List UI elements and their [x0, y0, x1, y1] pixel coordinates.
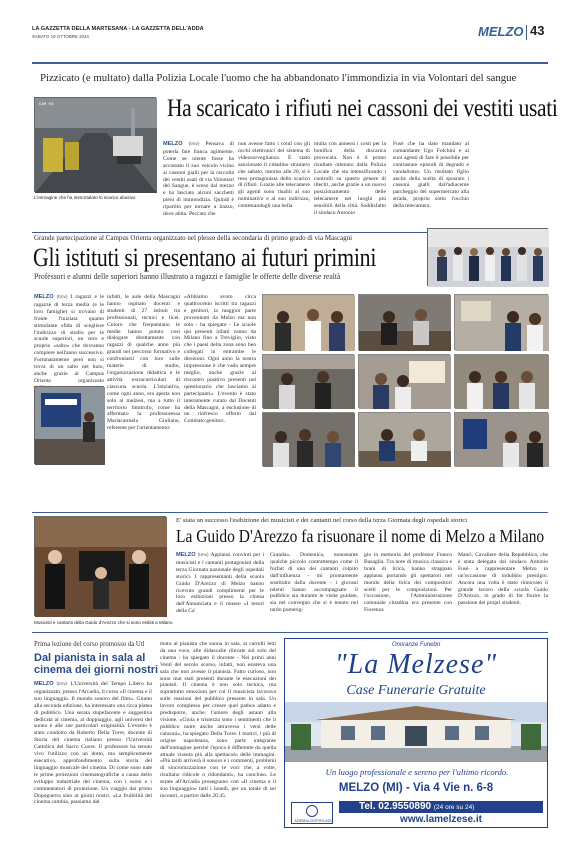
ad-website: www.lamelzese.it: [400, 814, 482, 825]
page-number: 43: [530, 23, 545, 38]
article2-overline: Grande partecipazione al Campus Orienta organizzato nel plesso della secondaria di primo grado di via Mascagni: [34, 234, 353, 242]
cert-badge-icon: [306, 805, 318, 817]
article3-kicker: MELZO: [176, 552, 196, 558]
article2-kicker: MELZO: [34, 294, 54, 300]
article3-photo: [34, 516, 166, 616]
grid-photo-1: [262, 294, 354, 350]
article4-overline: Prima lezione del corso promosso da Utl: [34, 641, 145, 648]
section-name: MELZO: [478, 24, 524, 39]
paper-name: LA GAZZETTA DELLA MARTESANA - LA GAZZETTA DELL'ADDA: [32, 26, 204, 32]
article1-column-2: non avesse fatto i conti con gli occhi elettronici del sistema di videosorveglianza. È stato sanzionato il cittadino straniero che sabato, intorno alle 20, si è reso protagonista dello scarico di rifiuti. Grazie alle telecamere gli agenti sono risaliti al suo nominativo e al suo indirizzo, contestandogli una bella: [238, 141, 310, 210]
article1-column-3: multa con annessi i costi per la bonifica della discarica provocata. Non è il primo risultato ottenuto dalla Polizia Locale che sta intensificando i controlli su questo genere di illeciti, anche grazie a un nuovo posizionamento delle telecamere nei luoghi più sensibili della città. Soddisfatto il sindaco Antonio: [314, 141, 386, 217]
header-rule: [32, 62, 548, 64]
article3-photo-caption: Musicisti e cantanti della Guido d'Arezzo che si sono esibiti a Milano: [34, 620, 173, 625]
article4-headline: Dal pianista in sala al cinema dei giorni nostri: [34, 652, 159, 676]
grid-photo-6: [454, 354, 548, 408]
article3-dateline: (tmv): [197, 553, 209, 558]
ad-cert-box: [291, 802, 333, 824]
ad-brand: "La Melzese": [334, 649, 498, 680]
ad-phone-box: [339, 801, 543, 813]
article2-headline: Gli istituti si presentano ai futuri primini: [33, 243, 377, 272]
article2-column-2: infatti, le aule della Mascagni hanno ospitato docenti e studenti di 27 istituti tra professionali, tecnici e licei. Coloro che frequentano le medie hanno potuto così dialogare direttamente con ragazzi di qualche anno più grandi nel percorso formativo e confrontarsi con loro sulle materie di studio, l'organizzazione didattica e le attività extracurriculari di ciascuna scuola. L'iniziativa, come ogni anno, era aperta non solo ai melzesi, ma a tutto il territorio limitrofo, come ha affermato la professoressa Mariacarmela Giuliano, referente per l'orientamento:: [107, 294, 180, 432]
grid-photo-5: [358, 354, 450, 408]
musicians-image: [35, 517, 167, 617]
article3-headline: La Guido D'Arezzo fa risuonare il nome di Melzo a Milano: [176, 526, 545, 546]
grid-photo-9: [454, 412, 548, 466]
article4-column-1: [34, 681, 152, 827]
article4-column-2: muto al pianista che suona in sala, ai carrelli letti da una voce, alle didascalie rilevate sul solo del cinema - ha spiegato il docente - Nei primi anni Venti del secolo scorso, infatti, non esisteva una sala che non avesse il pianista. Fatto curioso, non sono mai stati presenti durante le esecuzioni dei pianisti. Il cinema è non solo tecnica, ma soprattutto emozioni per cui il musicista lavorava sulle reazioni del pubblico presente in sala. Un lavoro complesso per creare quel pathos adatto e predisporre, anche, l'umore degli astanti alla visione. «Gioia e tristezza sono i sentimenti che il pubblico nutre anche attraverso i versi delle canzoni», ha spiegato Della Torre. I motivi, i più di origine napoletana, sono parte integrante dell'immagine perché l'epoca è differente da quella attuale vissuta più alla spettacolo delle immagini. «Più tardi arriverà il sonoro e i commenti, problemi di sincronizzazione con le voci che, a volte, risultano ridicole o ridondanti», ha concluso. Le serate all'Arcadia proseguono con «Il cinema e il suo linguaggio» tutti i lunedì, per un totale di sei incontri, a partire dalle 20.45.: [160, 641, 276, 799]
ad-tagline: Case Funerarie Gratuite: [346, 683, 486, 698]
students-group-image: [428, 229, 549, 287]
article1-col1-text: Pensava di poterla fare franca agilmente. Come se niente fosse ha accostato il suo veicolo vicino ai cassoni gialli per la raccolta dei vestiti usati di via Volontari del Sangue, è sceso dal mezzo e ha lasciato alcuni sacchetti pieni di immondizia. Quindi è ripartito per tornare a bazzo, dove abita. Peccato che: [163, 141, 234, 218]
article2-column-1: [34, 294, 104, 382]
article1-column-1: [163, 141, 234, 227]
article1-photo-caption: L'immagine che ha immortalato lo scarico abusivo: [34, 195, 136, 200]
grid-photo-8: [358, 412, 450, 466]
grid-photo-7: [262, 412, 354, 466]
article1-kicker: MELZO: [163, 141, 183, 147]
article2-bottom-rule: [32, 512, 548, 513]
article2-booth-photo: [34, 386, 104, 464]
article4-dateline: (tmv): [56, 682, 68, 687]
school-booth-image: [35, 387, 105, 465]
page-header: [32, 22, 548, 44]
svg-text:CAM 03: CAM 03: [39, 103, 54, 107]
article3-bottom-rule: [32, 632, 548, 633]
article3-column-2: Granda». Domenica, nonostante qualche piccolo contrattempo come il forfait di uno dei cantanti colpito dall'influenza - mi prontamente sostituito dalla docente - i giovani talenti hanno accompagnato il pubblico sia durante le visite guidate, sia nel convegno che si è tenuto nel tardo pomerig-: [270, 552, 358, 614]
header-date: SABATO 19 OTTOBRE 2024: [32, 34, 89, 39]
article3-col1-text: Applausi convinti per i musicisti e i cantanti protagonisti della terza Giornata nazionale degli ospedali storici. I rappresentanti della scuola Guido D'Arezzo di Melzo hanno ricevuto grandi complimenti per le loro esibizioni presso la chiesa dell'Annunciata e il museo «I tesori della Ca': [176, 552, 264, 615]
article4-col1-text: L'Università del Tempo Libero ha organizzato, presso l'Arcadia, il corso «Il cinema e il suo linguaggio. Il mondo sonoro del film». Giunto alla seconda edizione, ha interessato una ricca platea di pubblico. Una serata stupefacente e suggestiva dedicata al cinema, al doppiaggio, agli universi del suono e alle sue particolari originalità. L'evento è stato condotto da Roberto Della Torre, docente di Storia del cinema italiano presso l'Università Cattolica del Sacro Cuore. Il professore ha tenuto vivo l'utilizzo con un dotto, ma semplicemente esecutivo, approfondimento sulla storia del linguaggio musicale del cinema. Di come sono nate le prime proiezioni cinematografiche a causa dello sviluppo industriale del cinema, con i suoni e i commentatori di proiezione. Un viaggio dai primo Dopoguerra sino ai giorni nostri. «La fruibilità del cinema cambia, passiamo dal: [34, 681, 152, 806]
section-divider: [526, 25, 527, 40]
ad-phone-hours: (24 ore su 24): [433, 804, 475, 811]
cctv-still-image: [35, 98, 157, 193]
ad-building-image: [285, 702, 547, 762]
ad-phone: Tel. 02.9550890: [359, 801, 432, 812]
article3-column-4: Mauri, Cavaliere della Repubblica, che è stata delegata dal sindaco Antonio Fusè a rappresentare Melzo in un'occasione di indubbio prestigio. Ancora una volta è stato rinnovato il grande lavoro della scuola Guido D'Arezzo, in grado di far fiorire la passione dei propri studenti.: [458, 552, 548, 607]
ad-slogan: Un luogo professionale e sereno per l'ultimo ricordo.: [325, 767, 509, 777]
grid-photo-3: [454, 294, 548, 350]
article1-overline: Pizzicato (e multato) dalla Polizia Locale l'uomo che ha abbandonato l'immondizia in via Volontari del sangue: [40, 72, 517, 84]
article2-dateline: (tmv): [56, 295, 68, 300]
article2-subheadline: Professori e alunni delle superiori hanno illustrato a ragazzi e famiglie le offerte delle diverse realtà: [34, 272, 341, 281]
grid-photo-2: [358, 294, 450, 350]
grid-photo-4: [262, 354, 354, 408]
article1-dateline: (tmv): [188, 142, 200, 147]
article3-column-3: gio in memoria del professor Franco Basaglia. Tra note di musica classica e brani di lirica, hanno strappato applausi portando gli spettatori nel mondo della lirica dei compositori scelti per le composizioni. Per l'occasione, l'Amministrazione comunale cittadina era presente con Fiorenza: [364, 552, 452, 614]
article2-col1-text: I ragazzi e le ragazze di terza media (e le loro famiglie) si trovano di fronte l'iniziata quanto stimolante sfida di scegliere l'indirizzo di studio per le scuole superiori, un vero e proprio «salto» che dovranno compiere nell'anno successivo. Fortunatamente però non si trova di un salto nel buio, anche grazie al Campus Orienta organizzato: [34, 294, 104, 384]
ad-address: MELZO (MI) - Via 4 Vie n. 6-8: [338, 782, 494, 794]
article4-kicker: MELZO: [34, 681, 54, 687]
ad-cert-label: AZIENDA CERTIFICATA: [294, 819, 332, 823]
funeral-ad: [284, 638, 548, 828]
article2-column-3: «Abbiamo avuto circa quattrocento iscritti tra ragazzi e genitori, la maggior parte provenienti da Melzo ma non solo - ha spiegato - Le scuole qui presenti infatti vanno da Milano fino a Treviglio, visto che i paesi della zona sono ben collegati in entrambe le direzioni. Ogni anno la nostra impressione è che vada sempre meglio, anche grazie al riscontro positivo presenti nel questionario che lasciamo ai partecipanti». L'evento è stato interamente curato dai Docenti della Mascagni, a esclusione di un rinfresco offerto dal Comitato genitori.: [184, 294, 256, 425]
article1-headline: Ha scaricato i rifiuti nei cassoni dei vestiti usati: [167, 95, 558, 122]
article3-overline: E' stata un successo l'esibizione dei musicisti e dei cantanti nel corso della terza Giornata degli ospedali storici: [176, 517, 468, 524]
ad-top-label: Onoranze Funebri: [391, 642, 441, 648]
article1-column-4: Fusè che ha dato mandato al comandante Ugo Folchini e ai suoi agenti di fare il possibile per contrastare episodi di degrado e vandalismo. Un risultato figlio anche della scelta di spostare i cassoni gialli dall'adiacente parcheggio del supermercato alla strada, proprio sotto l'occhio della telecamera.: [393, 141, 469, 210]
article3-column-1: [176, 552, 264, 622]
article1-photo: [34, 97, 156, 192]
article2-photo-large: [427, 228, 548, 286]
